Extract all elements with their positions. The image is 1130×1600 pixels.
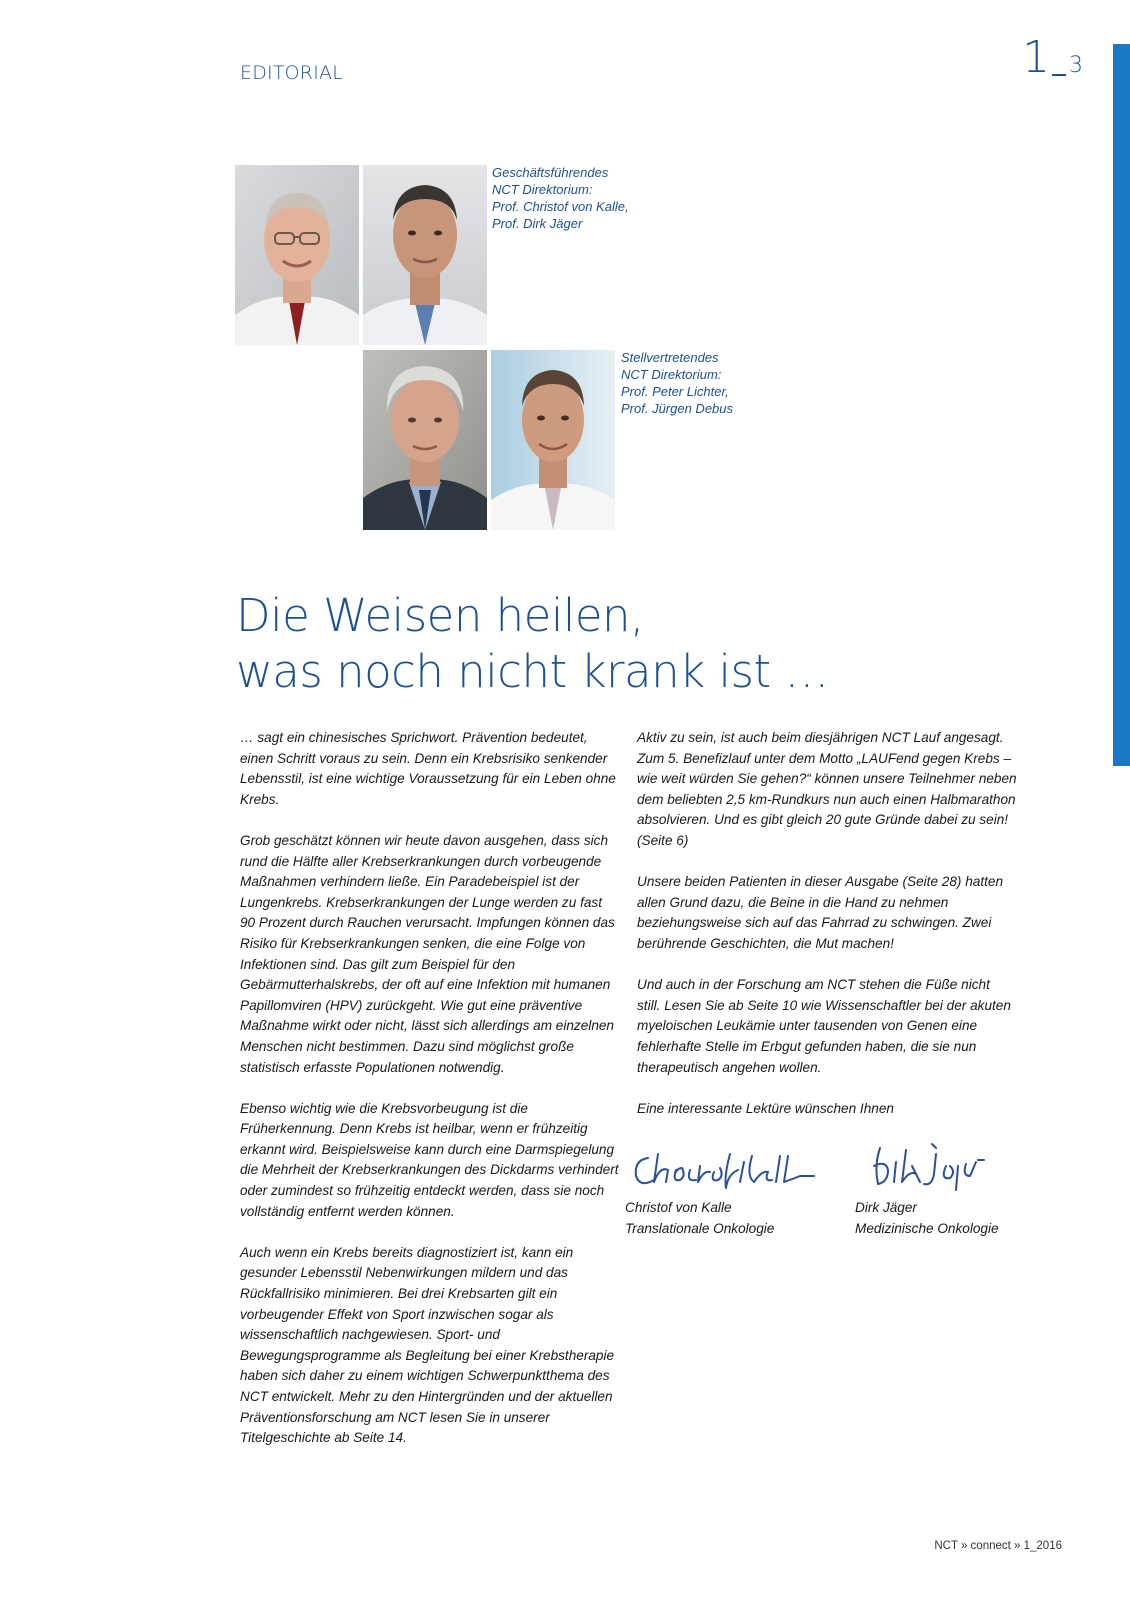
body-paragraph: Grob geschätzt können wir heute davon ausgehen, dass sich rund die Hälfte aller Krebserkrankungen durch vorbeugende Maßnahmen verhindern ließe. Ein Paradebeispiel ist der Lungenkrebs. Krebserkrankungen der Lunge werden zu fast 90 Prozent durch Rauchen verursacht. Impfungen können das Risiko für Krebserkrankungen senken, die eine Folge von Infektionen sind. Das gilt zum Beispiel für den Gebärmutterhalskrebs, der oft auf eine Infektion mit humanen Papillomviren (HPV) zurückgeht. Wie gut eine präventive Maßnahme wirkt oder nicht, lässt sich allerdings am einzelnen Menschen nicht bestimmen. Dazu sind möglichst große statistisch erfasste Populationen notwendig. bbox=[240, 832, 615, 1075]
portrait-christof-von-kalle bbox=[235, 165, 359, 345]
portrait-juergen-debus bbox=[491, 350, 615, 530]
body-paragraph: Aktiv zu sein, ist auch beim diesjährigen NCT Lauf angesagt. Zum 5. Benefizlauf unter dem Motto „LAUFend gegen Krebs – wie weit würden Sie gehen?“ können unsere Teilnehmer neben dem beliebten 2,5 km-Rundkurs nun auch einen Halbmarathon absolvieren. Und es gibt gleich 20 gute Gründe dabei zu sein! (Seite 6) bbox=[637, 730, 1017, 848]
caption-line: NCT Direktorium: bbox=[492, 182, 593, 197]
signer-role: Translationale Onkologie bbox=[625, 1220, 775, 1236]
body-paragraph: Und auch in der Forschung am NCT stehen die Füße nicht still. Lesen Sie ab Seite 10 wie Wissenschaftler bei der akuten myeloischen Leukämie unter tausenden von Genen eine fehlerhafte Stelle im Erbgut gefunden haben, die sie nun therapeutisch angehen wollen. bbox=[637, 977, 1011, 1075]
footer-issue: NCT » connect » 1_2016 bbox=[934, 1540, 1062, 1552]
signer-name: Christof von Kalle bbox=[625, 1200, 732, 1215]
caption-line: Stellvertretendes bbox=[621, 350, 719, 365]
caption-line: NCT Direktorium: bbox=[621, 367, 722, 382]
signature-christof-von-kalle bbox=[630, 1136, 840, 1196]
body-paragraph: Eine interessante Lektüre wünschen Ihnen bbox=[637, 1100, 894, 1116]
body-column-left bbox=[240, 728, 620, 1469]
page-number-major: 1 bbox=[1022, 32, 1050, 83]
signer-role: Medizinische Onkologie bbox=[855, 1220, 999, 1236]
caption-deputy-board bbox=[621, 349, 733, 417]
portrait-peter-lichter bbox=[363, 350, 487, 530]
caption-line: Geschäftsführendes bbox=[492, 165, 609, 180]
page-number-separator bbox=[1052, 74, 1066, 76]
caption-line: Prof. Christof von Kalle, bbox=[492, 199, 629, 214]
body-column-right bbox=[637, 728, 1017, 1140]
page-number bbox=[1022, 32, 1083, 83]
headline bbox=[236, 588, 1056, 700]
caption-executive-board bbox=[492, 164, 629, 232]
body-paragraph: Unsere beiden Patienten in dieser Ausgabe (Seite 28) hatten allen Grund dazu, die Beine in die Hand zu nehmen beziehungsweise sich auf das Fahrrad zu schwingen. Zwei berührende Geschichten, die Mut machen! bbox=[637, 874, 1004, 951]
body-paragraph: Ebenso wichtig wie die Krebsvorbeugung ist die Früherkennung. Denn Krebs ist heilbar, wenn er frühzeitig erkannt wird. Beispielsweise kann durch eine Darmspiegelung die Mehrheit der Krebserkrankungen des Dickdarms verhindert oder zumindest so frühzeitig entdeckt werden, dass sie noch vollständig entfernt werden können. bbox=[240, 1100, 619, 1219]
section-label: EDITORIAL bbox=[240, 62, 343, 84]
side-accent-bar bbox=[1113, 44, 1130, 766]
body-paragraph: Auch wenn ein Krebs bereits diagnostiziert ist, kann ein gesunder Lebensstil Nebenwirkungen mildern und das Rückfallrisiko minimieren. Bei drei Krebsarten gilt ein vorbeugender Effekt von Sport inzwischen sogar als wissenschaftlich nachgewiesen. Sport- und Bewegungsprogramme als Begleitung bei einer Krebstherapie haben sich daher zu einem wichtigen Schwerpunktthema des NCT entwickelt. Mehr zu den Hintergründen und der aktuellen Präventionsforschung am NCT lesen Sie in unserer Titelgeschichte ab Seite 14. bbox=[240, 1244, 615, 1446]
caption-line: Prof. Dirk Jäger bbox=[492, 216, 583, 231]
signer-dirk-jaeger bbox=[855, 1198, 999, 1239]
signature-dirk-jaeger bbox=[866, 1136, 996, 1196]
signer-christof-von-kalle bbox=[625, 1198, 774, 1239]
body-paragraph: … sagt ein chinesisches Sprichwort. Prävention bedeutet, einen Schritt voraus zu sein. Denn ein Krebsrisiko senkender Lebensstil, ist eine wichtige Voraussetzung für ein Leben ohne Krebs. bbox=[240, 730, 616, 807]
headline-line: Die Weisen heilen, bbox=[236, 589, 644, 642]
caption-line: Prof. Jürgen Debus bbox=[621, 401, 734, 416]
signer-name: Dirk Jäger bbox=[855, 1200, 917, 1215]
caption-line: Prof. Peter Lichter, bbox=[621, 384, 729, 399]
headline-line: was noch nicht krank ist … bbox=[236, 645, 829, 698]
page-number-minor: 3 bbox=[1069, 53, 1083, 78]
portrait-dirk-jaeger bbox=[363, 165, 487, 345]
